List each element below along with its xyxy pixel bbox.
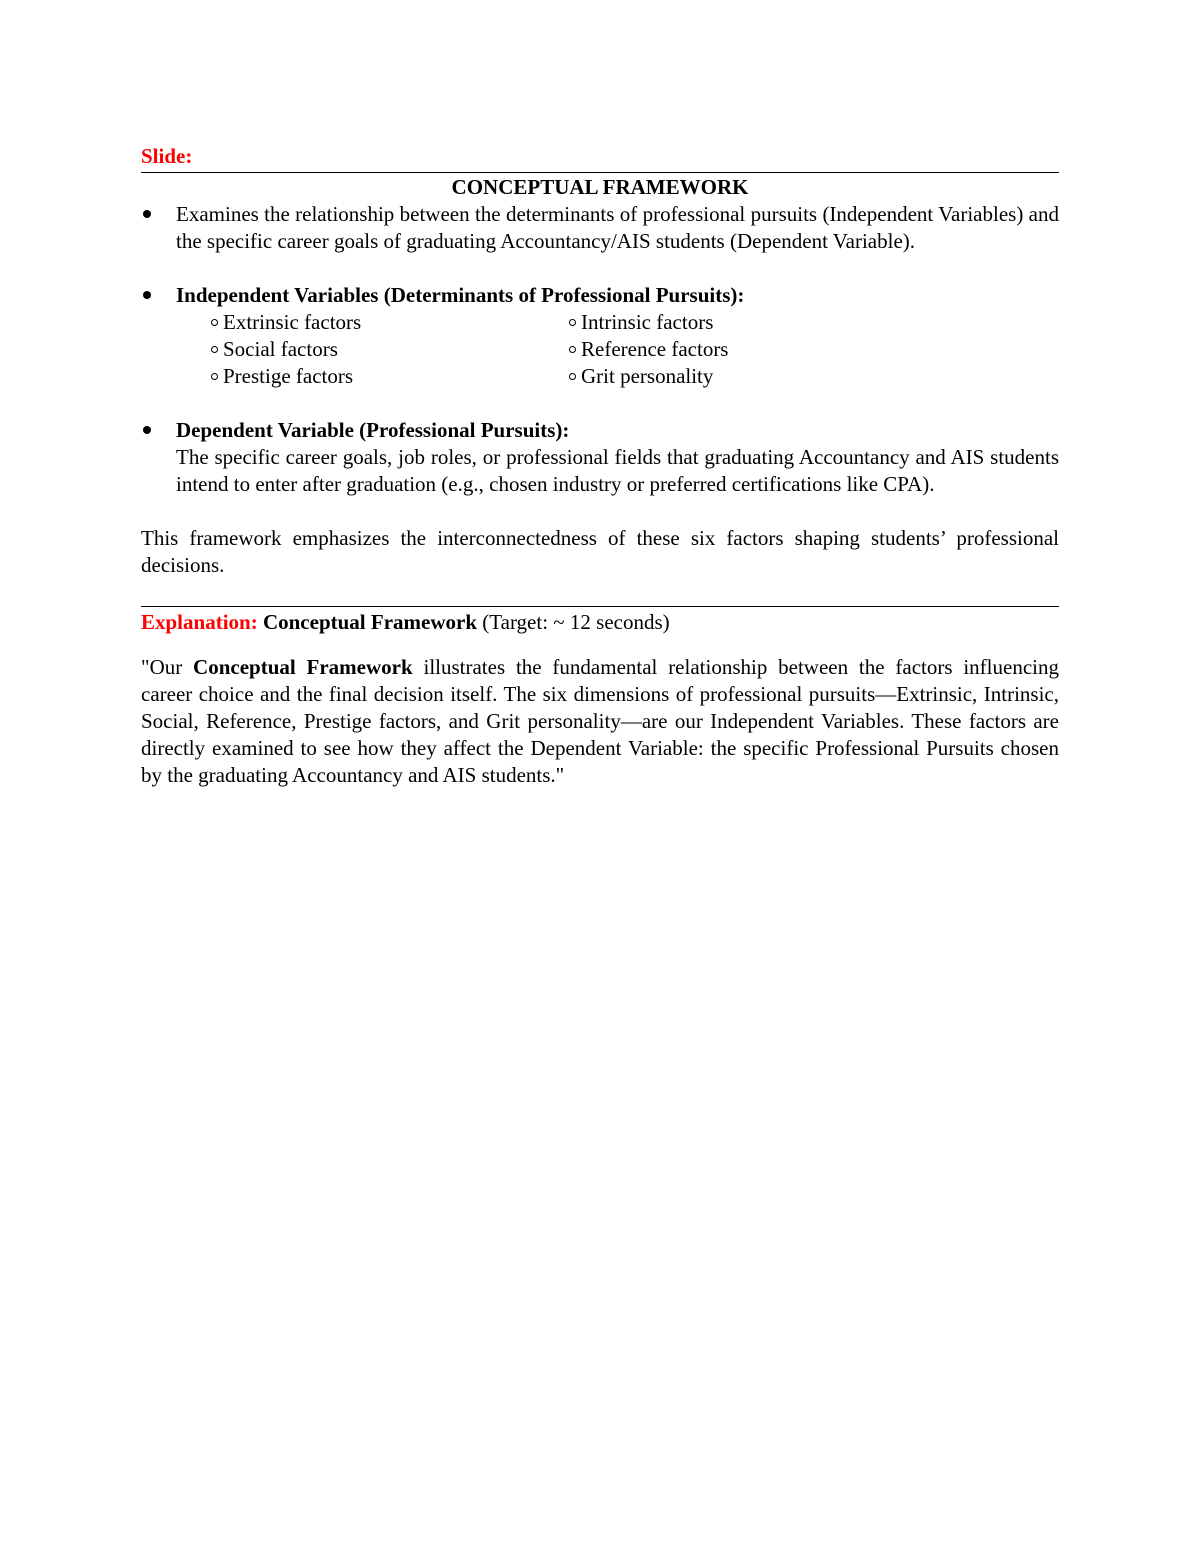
factor-item: Grit personality: [569, 363, 869, 390]
explanation-quote-emphasis: Conceptual Framework: [193, 655, 413, 679]
factor-item: Prestige factors: [211, 363, 569, 390]
explanation-target: (Target: ~ 12 seconds): [482, 610, 670, 634]
factor-item: Reference factors: [569, 336, 869, 363]
framework-summary: This framework emphasizes the interconnectedness of these six factors shaping students’ professional decisions.: [141, 526, 1059, 577]
explanation-topic: Conceptual Framework: [262, 610, 478, 634]
document-content: [141, 143, 1059, 789]
factor-list: [141, 309, 1059, 390]
factor-item: Extrinsic factors: [211, 309, 569, 336]
sub-bullet-icon: [569, 373, 576, 380]
bullet-icon: [143, 426, 151, 434]
explanation-divider: [141, 606, 1059, 607]
explanation-quote: "Our Conceptual Framework illustrates the fundamental relationship between the factors influencing career choice and the final decision itself. The six dimensions of professional pursuits—Extrinsic, Intrinsic, Social, Reference, Prestige factors, and Grit personality—are our Independent Variables. These factors are directly examined to see how they affect the Dependent Variable: the specific Professional Pursuits chosen by the graduating Accountancy and AIS students.": [141, 655, 1059, 787]
sub-bullet-icon: [211, 319, 218, 326]
sub-bullet-icon: [569, 319, 576, 326]
bullet-overview: [141, 201, 1059, 255]
explanation-heading: [141, 609, 1059, 636]
bullet-icon: [143, 210, 151, 218]
independent-variables-heading: Independent Variables (Determinants of Professional Pursuits):: [176, 283, 745, 307]
dependent-variable-text: The specific career goals, job roles, or professional fields that graduating Accountancy and AIS students intend to enter after graduation (e.g., chosen industry or preferred certifications like CPA).: [176, 445, 1059, 496]
sub-bullet-icon: [211, 346, 218, 353]
dependent-variable-heading: Dependent Variable (Professional Pursuits):: [176, 418, 570, 442]
explanation-label: Explanation:: [141, 610, 258, 634]
slide-divider: [141, 172, 1059, 173]
bullet-dependent-variable: [141, 417, 1059, 498]
factor-item: Intrinsic factors: [569, 309, 869, 336]
bullet-overview-text: Examines the relationship between the determinants of professional pursuits (Independent Variables) and the specific career goals of graduating Accountancy/AIS students (Dependent Variable).: [176, 202, 1059, 253]
page-title: CONCEPTUAL FRAMEWORK: [451, 175, 749, 199]
sub-bullet-icon: [569, 346, 576, 353]
factor-item: Social factors: [211, 336, 569, 363]
bullet-icon: [143, 291, 151, 299]
slide-label: Slide:: [141, 144, 193, 168]
sub-bullet-icon: [211, 373, 218, 380]
bullet-independent-variables: [141, 282, 1059, 309]
